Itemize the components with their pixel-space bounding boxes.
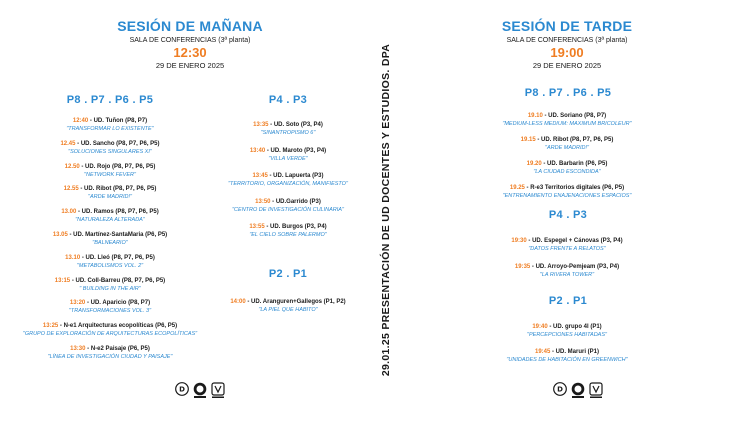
morning-list-p8-p5 (0, 117, 220, 368)
morning-list-p4-p3 (188, 121, 388, 249)
list-item: 13:30 - N-e2 Paisaje (P6, P5) "LÍNEA DE INVESTIGACIÓN CIUDAD Y PAISAJE" (47, 345, 173, 360)
list-item: 12:40 - UD. Tuñon (P8, P7) "TRANSFORMAR LO EXISTENTE" (66, 118, 154, 132)
etsam-logo (571, 382, 585, 399)
list-item: 13:20 - UD. Aparicio (P8, P7) "TRANSFORMACIONES VOL. 3" (68, 300, 152, 315)
list-item: 19:45 - UD. Maruri (P1) "UNIDADES DE HABITACIÓN EN GREENWICH" (506, 349, 628, 363)
afternoon-time: 19:00 (550, 45, 584, 60)
afternoon-list-p8-p5 (467, 112, 667, 208)
afternoon-list-p2-p1 (467, 323, 667, 373)
upm-logo (589, 382, 603, 399)
list-item: 14:00 - UD. Aranguren+Gallegos (P1, P2) "LA PIEL QUE HABITO" (230, 299, 346, 313)
afternoon-header (467, 18, 667, 70)
afternoon-title: SESIÓN DE TARDE (501, 18, 633, 34)
list-item: 19.15 - UD. Ribot (P8, P7, P6, P5) "ARDE MADRID!" (520, 137, 614, 151)
list-item: 13.00 - UD. Ramos (P8, P7, P6, P5) "NATURALEZA ALTERADA" (61, 209, 159, 224)
list-item: 13:50 - UD.Garrido (P3) "CENTRO DE INVESTIGACIÓN CULINARIA" (232, 198, 344, 213)
morning-title: SESIÓN DE MAÑANA (117, 18, 263, 34)
afternoon-date: 29 DE ENERO 2025 (532, 61, 602, 70)
list-item: 12.55 - UD. Ribot (P8, P7, P6, P5) "ARDE MADRID!" (63, 186, 157, 201)
morning-group-p8-p5-label: P8 . P7 . P6 . P5 (66, 94, 154, 106)
list-item: 13:40 - UD. Maroto (P3, P4) "VILLA VERDE" (249, 147, 327, 162)
morning-list-p2-p1 (188, 298, 388, 320)
list-item: 13.10 - UD. Lleó (P8, P7, P6, P5) "METABOLISMOS VOL. 2" (65, 254, 155, 269)
upm-logo (211, 382, 225, 399)
morning-header (90, 18, 290, 70)
morning-group-p4-p3-label: P4 . P3 (268, 94, 308, 106)
list-item: 13:25 - N-e1 Arquitecturas ecopolíticas (P6, P5) "GRUPO DE EXPLORACIÓN DE ARQUITECTURAS ECOPOLÍTICAS" (22, 323, 198, 338)
list-item: 12.45 - UD. Sancho (P8, P7, P6, P5) "SOLUCIONES SINGULARES XI" (60, 140, 160, 155)
dpa-logo (175, 382, 189, 396)
dpa-logo (553, 382, 567, 396)
list-item: 19:35 - UD. Arroyo-Pemjeam (P3, P4) "LA RIVERA TOWER" (514, 264, 620, 278)
morning-group-p2-p1-label: P2 . P1 (268, 268, 308, 280)
list-item: 13:35 - UD. Soto (P3, P4) "SINANTROPISMO 6" (253, 122, 323, 136)
morning-date: 29 DE ENERO 2025 (155, 61, 225, 70)
list-item: 19.10 - UD. Soriano (P8, P7) "MEDIUM-LESS MEDIUM: MAXIMUM BRICOLEUR" (502, 113, 632, 127)
morning-time: 12:30 (173, 45, 207, 60)
afternoon-group-p4-p3-label: P4 . P3 (548, 209, 588, 221)
list-item: 19.25 - R-e3 Territorios digitales (P6, P5) "ENTRENAMIENTO ENAJENACIONES ESPACIOS" (502, 185, 632, 199)
afternoon-room: SALA DE CONFERENCIAS (3ª planta) (506, 37, 628, 44)
vertical-title: 29.01.25 PRESENTACIÓN DE UD DOCENTES Y ESTUDIOS. DPA (380, 43, 392, 377)
etsam-logo (193, 382, 207, 399)
svg-text:D: D (557, 385, 563, 394)
list-item: 13.05 - UD. Martínez-SantaMaria (P6, P5) "BALNEARIO" (52, 231, 168, 246)
list-item: 13:15 - UD. Coll-Barreu (P8, P7, P6, P5) " BUILDING IN THE AIR" (54, 277, 166, 292)
list-item: 19:40 - UD. grupo 4l (P1) "PERCEPCIONES HABITADAS" (527, 324, 607, 338)
afternoon-group-p8-p5-label: P8 . P7 . P6 . P5 (524, 87, 612, 99)
list-item: 19.20 - UD. Barbarin (P6, P5) "LA CIUDAD ESCONDIDA" (526, 161, 608, 175)
list-item: 12.50 - UD. Rojo (P8, P7, P6, P5) "NETWORK FEVER" (64, 163, 156, 178)
morning-room: SALA DE CONFERENCIAS (3ª planta) (129, 37, 251, 44)
afternoon-list-p4-p3 (467, 237, 667, 289)
svg-text:D: D (179, 385, 185, 394)
list-item: 19:30 - UD. Espegel + Cánovas (P3, P4) "DATOS FRENTE A RELATOS" (511, 238, 623, 252)
afternoon-group-p2-p1-label: P2 . P1 (548, 295, 588, 307)
list-item: 13:55 - UD. Burgos (P3, P4) "EL CIELO SOBRE PALERMO" (249, 224, 327, 238)
list-item: 13:45 - UD. Lapuerta (P3) "TERRITORIO, ORGANIZACIÓN, MANIFIESTO" (228, 173, 348, 187)
